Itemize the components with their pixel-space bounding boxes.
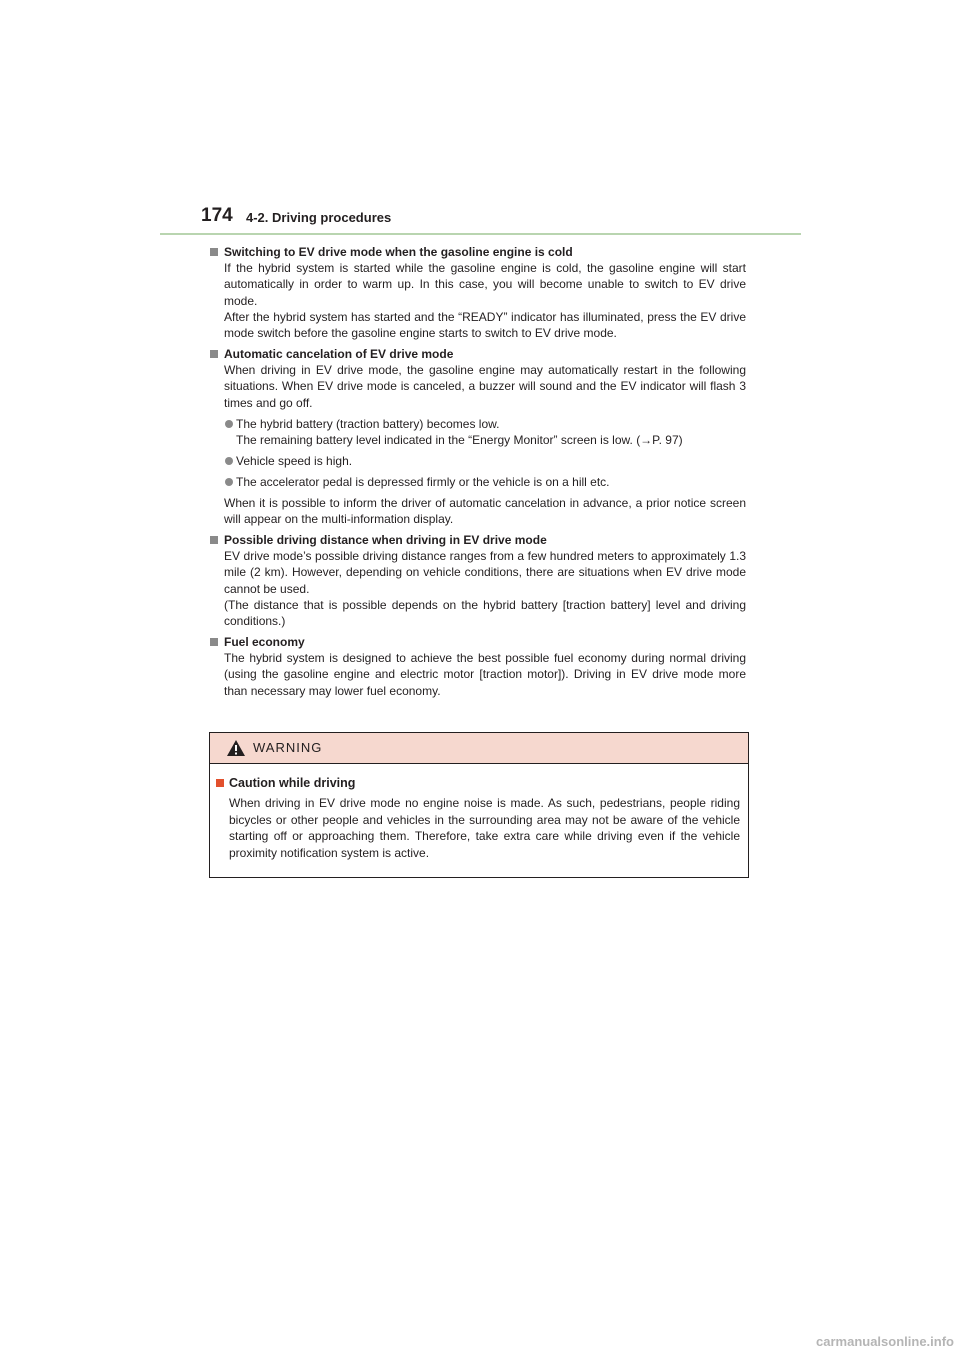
- paragraph: If the hybrid system is started while the gasoline engine is cold, the gasoline engine will start automatically in order to warm up. In this case, you will become unable to switch to EV drive mode.: [224, 261, 746, 308]
- paragraph: When it is possible to inform the driver of automatic cancelation in advance, a prior notice screen will appear on the multi-information display.: [224, 495, 746, 527]
- paragraph: The hybrid system is designed to achieve the best possible fuel economy during normal driving (using the gasoline engine and electric motor [traction motor]). Driving in EV drive mode more than necessary may lower fuel economy.: [224, 651, 746, 698]
- dot-icon: [225, 478, 233, 486]
- dot-icon: [225, 420, 233, 428]
- paragraph: (The distance that is possible depends on the hybrid battery [traction battery] level and driving conditions.): [224, 597, 746, 629]
- square-icon: [216, 779, 224, 787]
- square-icon: [210, 350, 218, 358]
- paragraph: After the hybrid system has started and the “READY” indicator has illuminated, press the EV drive mode switch before the gasoline engine starts to switch to EV drive mode.: [224, 309, 746, 341]
- paragraph: EV drive mode’s possible driving distance ranges from a few hundred meters to approximately 1.3 mile (2 km). However, depending on vehicle conditions, there are situations when EV drive mode cannot be used.: [224, 549, 746, 596]
- warning-heading: Caution while driving: [216, 775, 740, 791]
- warning-header: [210, 733, 748, 764]
- list-item-detail: The remaining battery level indicated in the “Energy Monitor” screen is low. (→P. 97): [236, 432, 683, 447]
- warning-title: WARNING: [253, 740, 323, 755]
- section-heading-fuel-economy: Fuel economy: [210, 634, 746, 650]
- list-item: The hybrid battery (traction battery) becomes low. The remaining battery level indicated in the “Energy Monitor” screen is low. (→P. 97): [210, 416, 746, 448]
- list-item: Vehicle speed is high.: [210, 453, 746, 469]
- section-heading-ev-cold: Switching to EV drive mode when the gasoline engine is cold: [210, 244, 746, 260]
- paragraph: When driving in EV drive mode, the gasoline engine may automatically restart in the following situations. When EV drive mode is canceled, a buzzer will sound and the EV indicator will flash 3 times and go off.: [224, 363, 746, 410]
- square-icon: [210, 638, 218, 646]
- section-heading-auto-cancel: Automatic cancelation of EV drive mode: [210, 346, 746, 362]
- main-content: [210, 244, 746, 699]
- warning-triangle-icon: [226, 739, 246, 757]
- watermark: carmanualsonline.info: [816, 1334, 954, 1349]
- page-header: [201, 204, 801, 234]
- dot-icon: [225, 457, 233, 465]
- square-icon: [210, 536, 218, 544]
- section-heading-distance: Possible driving distance when driving in EV drive mode: [210, 532, 746, 548]
- section-title: 4-2. Driving procedures: [246, 210, 392, 225]
- warning-box: [209, 732, 749, 878]
- page-number: 174: [201, 205, 233, 226]
- square-icon: [210, 248, 218, 256]
- list-item: The accelerator pedal is depressed firmly or the vehicle is on a hill etc.: [210, 474, 746, 490]
- warning-text: When driving in EV drive mode no engine noise is made. As such, pedestrians, people riding bicycles or other people and vehicles in the surrounding area may not be aware of the vehicle starting off or approaching them. Therefore, take extra care while driving even if the vehicle proximity notification system is active.: [229, 796, 740, 860]
- warning-body: [216, 775, 740, 861]
- header-rule: [160, 233, 801, 235]
